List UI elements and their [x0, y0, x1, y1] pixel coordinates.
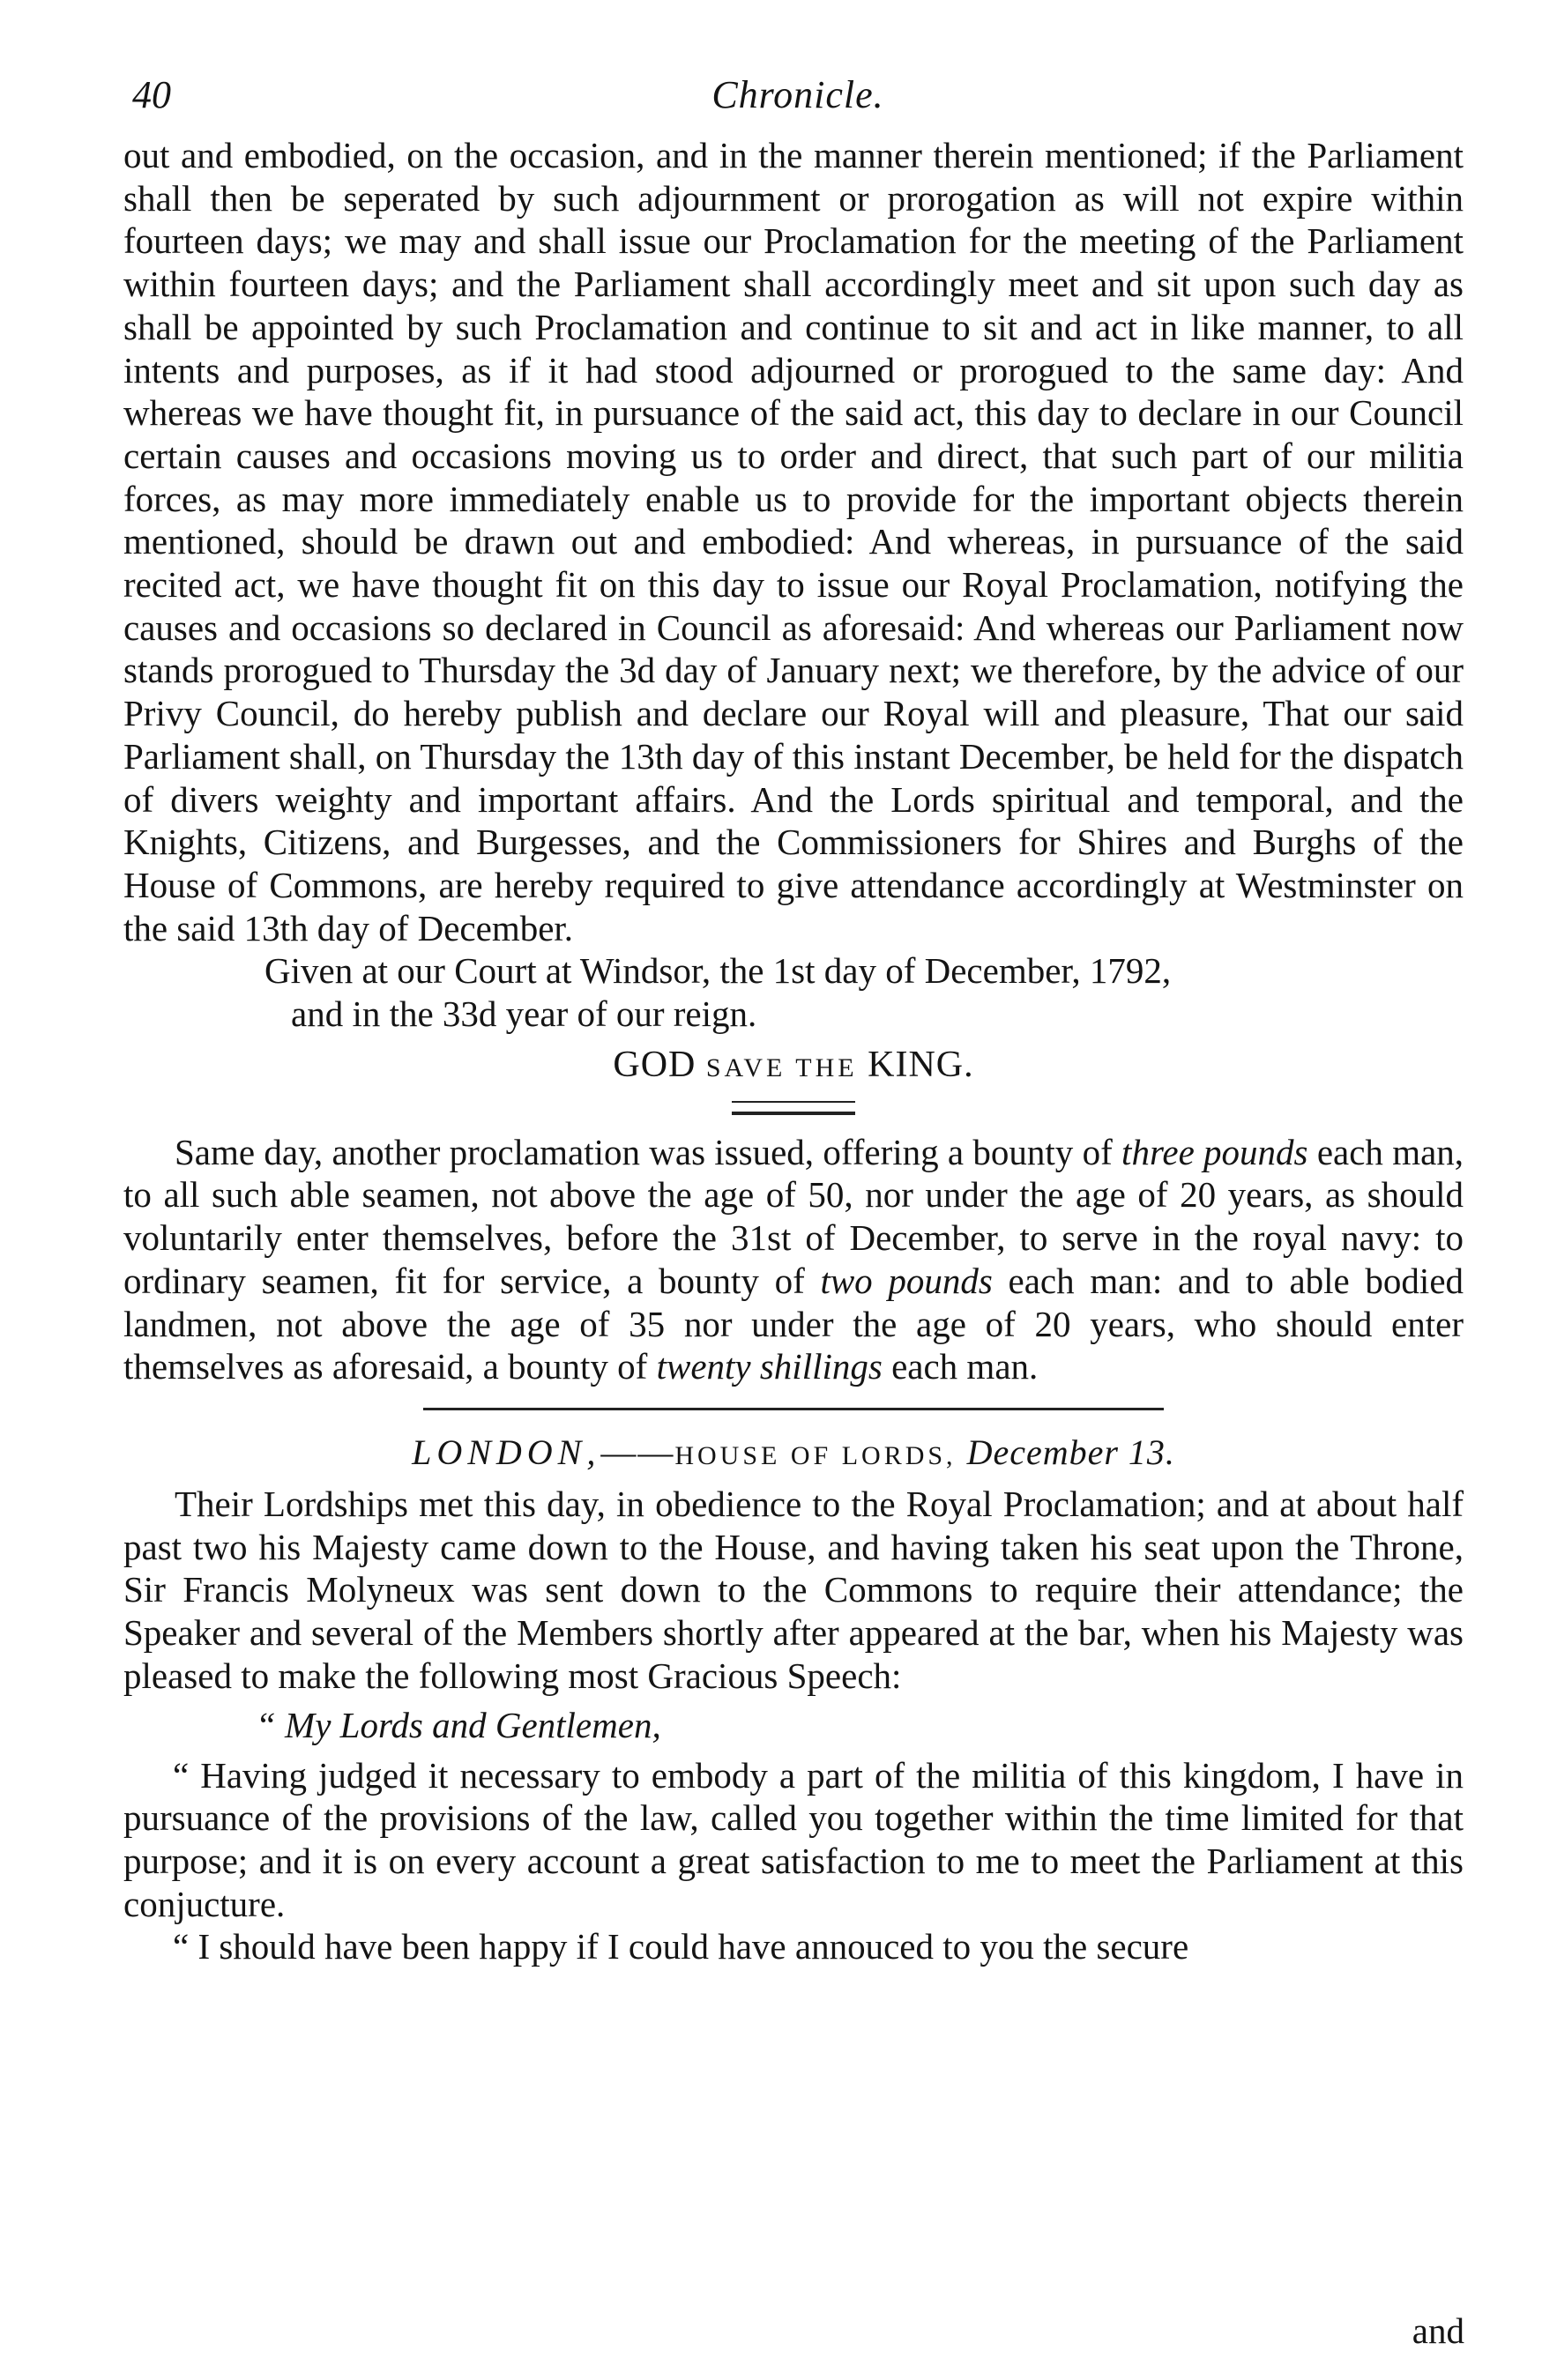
- page-number: 40: [132, 73, 171, 116]
- god-save-the-king: [123, 1039, 1464, 1094]
- london-heading: [123, 1428, 1464, 1481]
- bounty-part-3: each man: and to able bodied landmen, not above the age of 35 nor under the age of 20 years, who should enter themselves as aforesaid, a bounty of: [123, 1260, 1464, 1387]
- god-save-god: GOD: [613, 1044, 697, 1085]
- london-date: December 13.: [966, 1432, 1175, 1472]
- page-header: [132, 72, 1464, 125]
- catchword: and: [1412, 2310, 1464, 2351]
- bounty-amount-1: three pounds: [1121, 1131, 1308, 1172]
- lords-paragraph: Their Lordships met this day, in obedience to the Royal Proclamation; and at about half past two his Majesty came down to the House, and having taken his seat upon the Throne, Sir Francis Molyneux was sent down to the Commons to require their attendance; the Speaker and several of the Members shortly after appeared at the bar, when his Majesty was pleased to make the following most Gracious Speech:: [123, 1483, 1464, 1696]
- bounty-part-1: Same day, another proclamation was issued, offering a bounty of: [175, 1131, 1113, 1172]
- bounty-amount-2: two pounds: [820, 1260, 993, 1301]
- running-head: Chronicle.: [711, 73, 884, 116]
- london-dash: ——: [600, 1432, 675, 1472]
- god-save-king: KING.: [868, 1044, 974, 1085]
- speech-paragraph-1: “ Having judged it necessary to embody a part of the militia of this kingdom, I have in pursuance of the provisions of the law, called you together within the time limited for that purpose; and it is on every account a great satisfaction to me to meet the Parliament at this conjucture.: [123, 1754, 1464, 1924]
- london-house: HOUSE OF LORDS,: [674, 1440, 957, 1470]
- speech-paragraph-2: “ I should have been happy if I could have annouced to you the secure: [173, 1926, 1189, 1967]
- given-line-2: and in the 33d year of our reign.: [291, 993, 757, 1035]
- ornament-divider: [732, 1101, 855, 1115]
- given-line-1: Given at our Court at Windsor, the 1st day of December, 1792,: [264, 950, 1172, 992]
- bounty-part-4: each man.: [891, 1346, 1039, 1387]
- body-text: [123, 134, 1464, 1968]
- london-city: LONDON,: [412, 1432, 601, 1472]
- proclamation-paragraph: out and embodied, on the occasion, and in the manner therein mentioned; if the Parliament shall then be seperated by such adjournment or prorogation as will not expire within fourteen days; we may and shall issue our Proclamation for the meeting of the Parliament within fourteen days; and the Parliament shall accordingly meet and sit upon such day as shall be appointed by such Proclamation and continue to sit and act in like manner, to all intents and purposes, as if it had stood adjourned or prorogued to the same day: And whereas we have thought fit, in pursuance of the said act, this day to declare in our Council certain causes and occasions moving us to order and direct, that such part of our militia forces, as may more immediately enable us to provide for the important objects therein mentioned, should be drawn out and embodied: And whereas, in pursuance of the said recited act, we have thought fit on this day to issue our Royal Proclamation, notifying the causes and occasions so declared in Council as aforesaid: And whereas our Parliament now stands prorogued to Thursday the 3d day of January next; we therefore, by the advice of our Privy Council, do hereby publish and declare our Royal will and pleasure, That our said Parliament shall, on Thursday the 13th day of this instant December, be held for the dispatch of divers weighty and important affairs. And the Lords spiritual and temporal, and the Knights, Citizens, and Burgesses, and the Commissioners for Shires and Burghs of the House of Commons, are hereby required to give attendance accordingly at Westminster on the said 13th day of December.: [123, 135, 1464, 948]
- bounty-amount-3: twenty shillings: [656, 1346, 883, 1387]
- bounty-paragraph: [123, 1131, 1464, 1388]
- bounty-part-2: each man, to all such able seamen, not above the age of 50, nor under the age of 20 years, as should voluntarily enter themselves, before the 31st of December, to serve in the royal navy: to ordinary seamen, fit for service, a bounty of: [123, 1131, 1464, 1301]
- speech-salutation: “ My Lords and Gentlemen,: [256, 1704, 661, 1745]
- section-rule: [423, 1408, 1164, 1410]
- given-dateline: [123, 949, 1464, 1035]
- god-save-middle: SAVE THE: [705, 1052, 858, 1082]
